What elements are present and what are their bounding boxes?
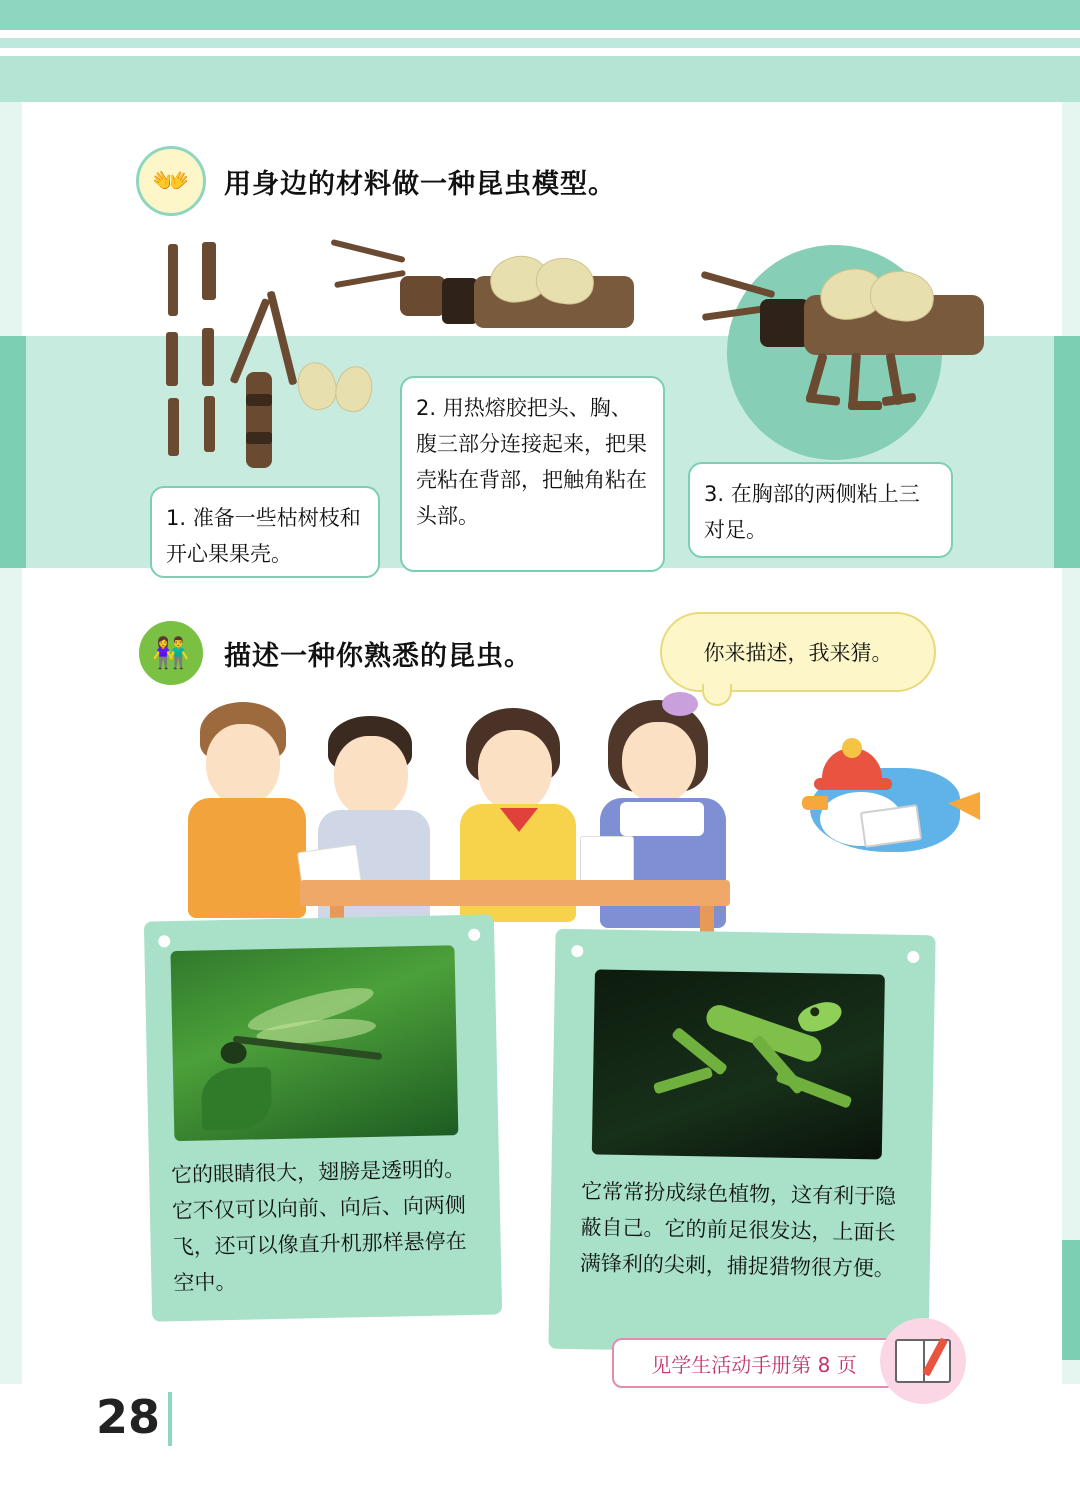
left-edge-strip — [0, 102, 22, 1504]
mantis-description: 它常常扮成绿色植物，这有利于隐蔽自己。它的前足很发达，上面长满锋利的尖刺，捕捉猎物很方便。 — [579, 1179, 897, 1281]
card-dragonfly — [144, 914, 502, 1321]
page-number: 28 — [96, 1390, 161, 1444]
card-mantis — [548, 929, 935, 1356]
activity1-header — [136, 146, 616, 216]
top-band-wide — [0, 56, 1080, 102]
activity1-title: 用身边的材料做一种昆虫模型。 — [224, 168, 616, 200]
step-3-caption: 3. 在胸部的两侧粘上三对足。 — [688, 462, 953, 558]
mantis-photo — [592, 969, 885, 1159]
photo-finished — [700, 243, 990, 458]
top-band — [0, 0, 1080, 30]
activity2-title: 描述一种你熟悉的昆虫。 — [224, 640, 532, 672]
speech-bubble: 你来描述，我来猜。 — [660, 612, 936, 692]
hands-icon: 👐 — [136, 146, 206, 216]
right-accent-lower — [1062, 1240, 1080, 1360]
penguin-mascot — [800, 740, 980, 870]
dragonfly-photo — [170, 945, 458, 1141]
dragonfly-description: 它的眼睛很大，翅膀是透明的。它不仅可以向前、向后、向两侧飞，还可以像直升机那样悬停在空中。 — [170, 1157, 467, 1296]
workbook-note: 见学生活动手册第 8 页 — [612, 1338, 896, 1388]
step-1-caption: 1. 准备一些枯树枝和开心果果壳。 — [150, 486, 380, 578]
page-number-rule — [168, 1392, 172, 1446]
discussion-icon: 👫 — [136, 618, 206, 688]
mid-band-left-accent — [0, 336, 26, 568]
mid-band-right-accent — [1054, 336, 1080, 568]
activity2-header — [136, 618, 532, 688]
desk — [300, 880, 730, 906]
step-2-caption: 2. 用热熔胶把头、胸、腹三部分连接起来，把果壳粘在背部，把触角粘在头部。 — [400, 376, 665, 572]
top-band-thin — [0, 38, 1080, 48]
book-pencil-icon — [880, 1318, 966, 1404]
